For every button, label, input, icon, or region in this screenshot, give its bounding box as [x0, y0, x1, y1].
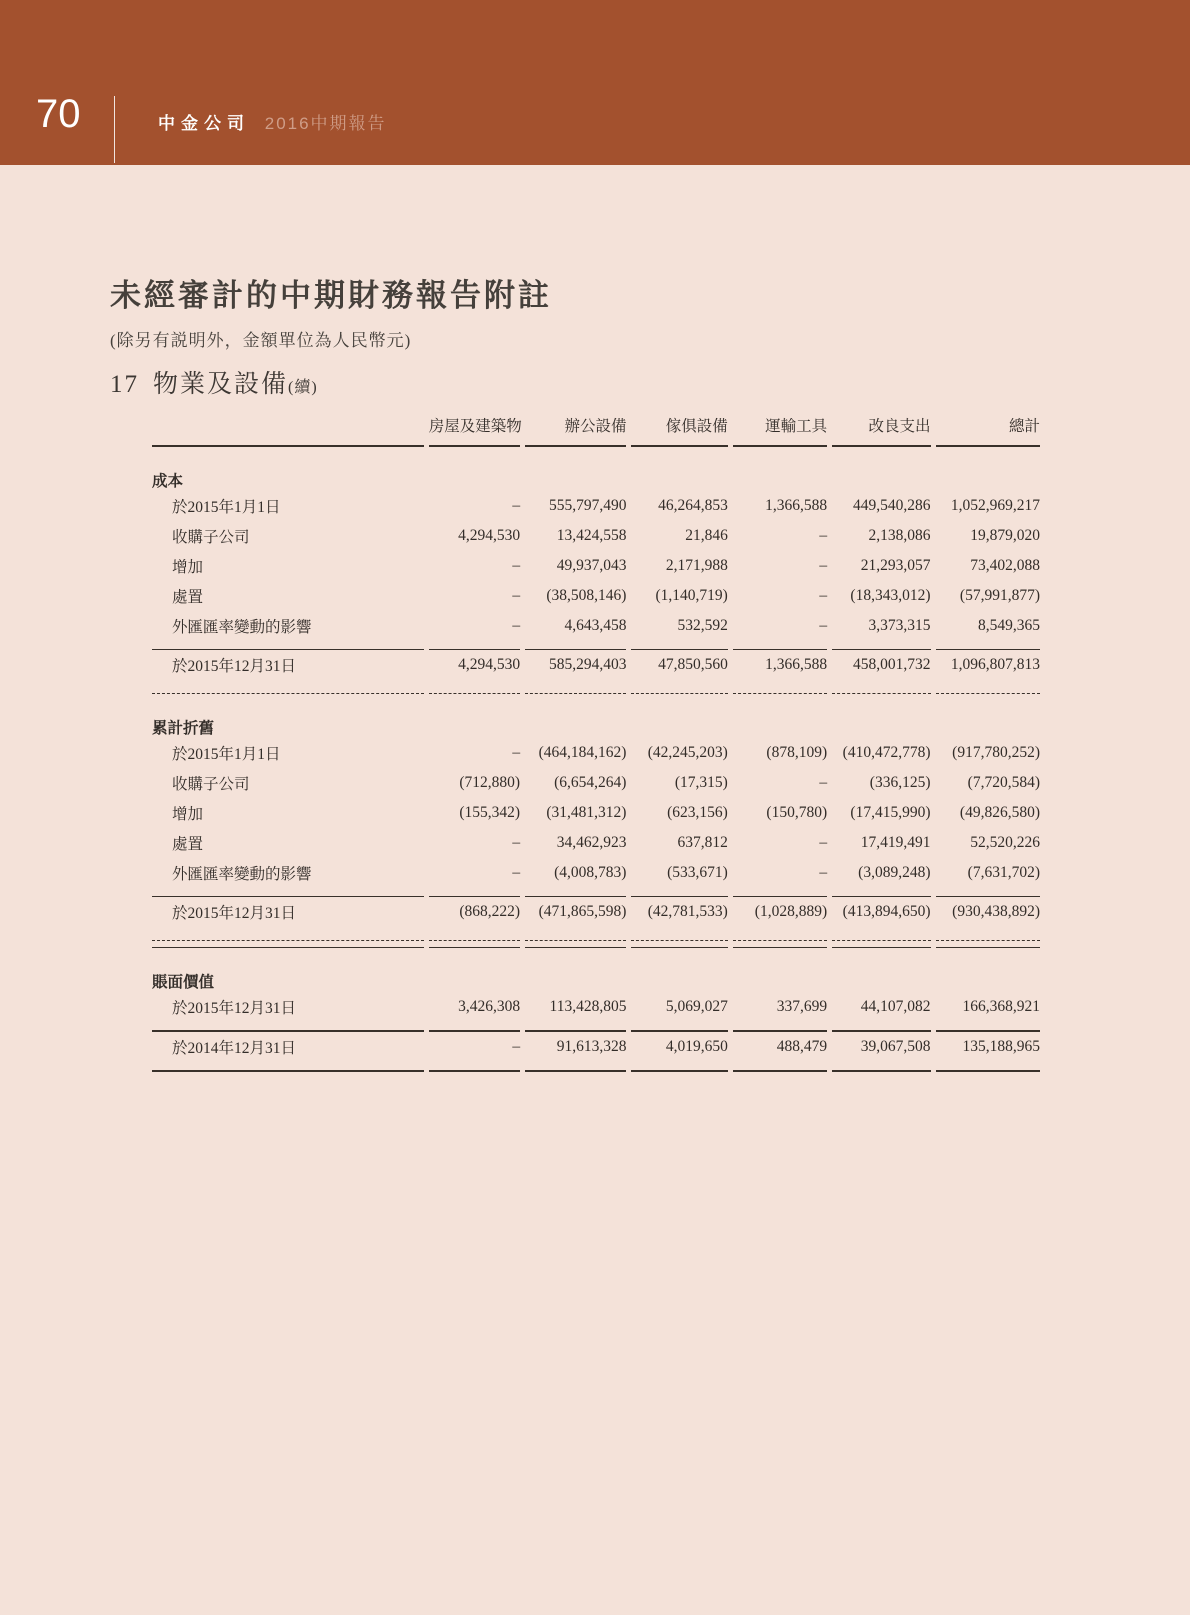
value-cell: 5,069,027: [665, 998, 728, 1015]
table-row: [152, 611, 1040, 641]
value-cell: 19,879,020: [970, 527, 1040, 544]
value-cell: (1,140,719): [655, 587, 728, 604]
value-cell: 1,096,807,813: [950, 656, 1040, 673]
value-cell: 2,171,988: [665, 557, 728, 574]
rule-segment: [832, 888, 930, 897]
rule-segment: [733, 1062, 827, 1072]
value-cell: –: [819, 617, 828, 634]
page-number: 70: [36, 92, 81, 136]
rule-segment: [631, 941, 727, 948]
value-cell: (3,089,248): [858, 864, 931, 881]
rule-segment: [832, 927, 930, 941]
rule-segment: [631, 1022, 727, 1032]
value-cell: 13,424,558: [556, 527, 627, 544]
value-cell: 46,264,853: [658, 497, 728, 514]
value-cell: –: [512, 864, 521, 881]
row-label: 增加: [172, 806, 204, 823]
value-cell: (413,894,650): [842, 903, 931, 920]
rule-segment: [733, 941, 827, 948]
rule-segment: [733, 1022, 827, 1032]
rule-segment: [733, 927, 827, 941]
row-label: 外匯匯率變動的影響: [172, 619, 312, 636]
section-label: 成本: [152, 473, 184, 490]
value-cell: (18,343,012): [850, 587, 931, 604]
row-label: 於2015年1月1日: [172, 746, 281, 763]
rule-segment: [832, 1022, 930, 1032]
rule-segment: [631, 1062, 727, 1072]
value-cell: 449,540,286: [853, 497, 931, 514]
value-cell: 555,797,490: [548, 497, 627, 514]
header-divider: [114, 96, 115, 163]
value-cell: (38,508,146): [546, 587, 627, 604]
rule-segment: [936, 941, 1041, 948]
rule-segment: [936, 1062, 1041, 1072]
value-cell: (6,654,264): [554, 774, 627, 791]
rule-segment: [525, 1062, 626, 1072]
value-cell: –: [512, 744, 521, 761]
value-cell: (49,826,580): [959, 804, 1040, 821]
brand-name: 中金公司: [158, 114, 250, 133]
document-subtitle: (除另有説明外，金額單位為人民幣元): [110, 331, 412, 350]
value-cell: 4,294,530: [458, 656, 521, 673]
value-cell: 488,479: [776, 1038, 828, 1055]
value-cell: –: [512, 834, 521, 851]
table-row: [152, 768, 1040, 798]
rule-segment: [152, 888, 424, 897]
value-cell: (930,438,892): [952, 903, 1040, 920]
table-section-row: [152, 447, 1040, 491]
value-cell: 47,850,560: [658, 656, 728, 673]
value-cell: (336,125): [869, 774, 931, 791]
financial-table: [147, 410, 1045, 1072]
report-title: 2016中期報告: [264, 114, 387, 133]
row-label: 於2015年12月31日: [172, 905, 297, 922]
row-label: 增加: [172, 559, 204, 576]
section-label: 賬面價值: [152, 974, 215, 991]
rule-segment: [733, 888, 827, 897]
value-cell: 34,462,923: [556, 834, 627, 851]
value-cell: –: [819, 557, 828, 574]
table-row: [152, 521, 1040, 551]
value-cell: 337,699: [776, 998, 828, 1015]
column-header: 辦公設備: [525, 410, 626, 447]
value-cell: (533,671): [667, 864, 728, 881]
row-label: 於2014年12月31日: [172, 1040, 297, 1057]
table-row: [152, 650, 1040, 680]
value-cell: (42,245,203): [647, 744, 728, 761]
table-row: [152, 1032, 1040, 1062]
value-cell: (17,315): [674, 774, 728, 791]
rule-segment: [525, 927, 626, 941]
rule-segment: [631, 680, 727, 694]
rule-segment: [525, 641, 626, 650]
rule-segment: [429, 641, 520, 650]
section-suffix: (續): [288, 379, 318, 396]
value-cell: –: [512, 587, 521, 604]
rule-segment: [429, 888, 520, 897]
header-text: [158, 113, 387, 135]
table-row: [152, 581, 1040, 611]
rule-segment: [733, 680, 827, 694]
rule-segment: [152, 680, 424, 694]
rule-segment: [429, 1062, 520, 1072]
column-header: 房屋及建築物: [429, 410, 520, 447]
rule-segment: [152, 1022, 424, 1032]
rule-segment: [631, 641, 727, 650]
row-label: 處置: [172, 836, 204, 853]
value-cell: 52,520,226: [970, 834, 1040, 851]
table-row: [152, 551, 1040, 581]
row-label: 於2015年12月31日: [172, 1000, 297, 1017]
value-cell: –: [512, 497, 521, 514]
rule-segment: [832, 680, 930, 694]
row-label: 收購子公司: [172, 529, 250, 546]
table-section-row: [152, 948, 1040, 992]
table-row: [152, 992, 1040, 1022]
rule-segment: [936, 641, 1041, 650]
value-cell: 44,107,082: [860, 998, 931, 1015]
section-title: 物業及設備: [153, 371, 289, 398]
table-rule: [152, 641, 1040, 650]
value-cell: (7,720,584): [967, 774, 1040, 791]
value-cell: (42,781,533): [647, 903, 728, 920]
value-cell: (17,415,990): [850, 804, 931, 821]
row-label: 於2015年12月31日: [172, 658, 297, 675]
value-cell: 21,846: [685, 527, 728, 544]
rule-segment: [152, 1062, 424, 1072]
value-cell: 17,419,491: [860, 834, 931, 851]
table-section-row: [152, 694, 1040, 738]
rule-segment: [429, 927, 520, 941]
value-cell: 458,001,732: [853, 656, 931, 673]
column-header: 運輸工具: [733, 410, 827, 447]
value-cell: 135,188,965: [962, 1038, 1040, 1055]
value-cell: (31,481,312): [546, 804, 627, 821]
rule-segment: [525, 680, 626, 694]
value-cell: 585,294,403: [548, 656, 627, 673]
value-cell: 21,293,057: [860, 557, 931, 574]
table-row: [152, 491, 1040, 521]
rule-segment: [152, 941, 424, 948]
value-cell: –: [819, 774, 828, 791]
value-cell: 1,052,969,217: [950, 497, 1040, 514]
row-label: 外匯匯率變動的影響: [172, 866, 312, 883]
column-header-rowlabel: [152, 410, 424, 447]
value-cell: 2,138,086: [868, 527, 931, 544]
rule-segment: [429, 941, 520, 948]
table-rule: [152, 1062, 1040, 1072]
rule-segment: [733, 641, 827, 650]
value-cell: –: [819, 587, 828, 604]
table-row: [152, 738, 1040, 768]
value-cell: (57,991,877): [959, 587, 1040, 604]
rule-segment: [936, 1022, 1041, 1032]
row-label: 收購子公司: [172, 776, 250, 793]
section-label: 累計折舊: [152, 720, 215, 737]
value-cell: (917,780,252): [952, 744, 1040, 761]
value-cell: 49,937,043: [556, 557, 627, 574]
value-cell: (7,631,702): [967, 864, 1040, 881]
value-cell: (868,222): [459, 903, 521, 920]
row-label: 於2015年1月1日: [172, 499, 281, 516]
value-cell: 4,643,458: [564, 617, 627, 634]
rule-segment: [832, 641, 930, 650]
table-header-row: [152, 410, 1040, 447]
value-cell: 637,812: [677, 834, 728, 851]
rule-segment: [832, 1062, 930, 1072]
column-header: 總計: [936, 410, 1041, 447]
value-cell: 113,428,805: [549, 998, 627, 1015]
section-number: 17: [110, 371, 139, 398]
rule-segment: [525, 888, 626, 897]
section-heading: [110, 364, 318, 400]
table-rule: [152, 941, 1040, 948]
table-row: [152, 858, 1040, 888]
value-cell: 532,592: [677, 617, 728, 634]
value-cell: 4,294,530: [458, 527, 521, 544]
value-cell: –: [512, 1038, 521, 1055]
value-cell: –: [819, 834, 828, 851]
value-cell: 3,426,308: [458, 998, 521, 1015]
value-cell: –: [512, 617, 521, 634]
value-cell: –: [819, 527, 828, 544]
table-row: [152, 798, 1040, 828]
value-cell: 73,402,088: [970, 557, 1040, 574]
value-cell: (623,156): [667, 804, 728, 821]
rule-segment: [429, 1022, 520, 1032]
column-header: 傢俱設備: [631, 410, 727, 447]
value-cell: 166,368,921: [962, 998, 1040, 1015]
rule-segment: [429, 680, 520, 694]
rule-segment: [152, 927, 424, 941]
rule-segment: [832, 941, 930, 948]
rule-segment: [631, 927, 727, 941]
header-band: [0, 0, 1190, 165]
table-rule: [152, 1022, 1040, 1032]
value-cell: –: [819, 864, 828, 881]
value-cell: (712,880): [459, 774, 521, 791]
table-row: [152, 897, 1040, 927]
table-rule: [152, 927, 1040, 941]
rule-segment: [936, 888, 1041, 897]
property-equipment-table: [147, 410, 1045, 1072]
value-cell: 91,613,328: [556, 1038, 627, 1055]
value-cell: 1,366,588: [765, 656, 828, 673]
value-cell: (878,109): [766, 744, 828, 761]
rule-segment: [631, 888, 727, 897]
table-rule: [152, 888, 1040, 897]
row-label: 處置: [172, 589, 204, 606]
table-row: [152, 828, 1040, 858]
rule-segment: [525, 1022, 626, 1032]
value-cell: (150,780): [766, 804, 828, 821]
value-cell: (464,184,162): [538, 744, 627, 761]
document-title: 未經審計的中期財務報告附註: [110, 278, 552, 313]
value-cell: (4,008,783): [554, 864, 627, 881]
rule-segment: [936, 680, 1041, 694]
value-cell: (1,028,889): [754, 903, 828, 920]
rule-segment: [936, 927, 1041, 941]
table-rule: [152, 680, 1040, 694]
value-cell: 39,067,508: [860, 1038, 931, 1055]
rule-segment: [152, 641, 424, 650]
value-cell: (410,472,778): [842, 744, 931, 761]
value-cell: –: [512, 557, 521, 574]
rule-segment: [525, 941, 626, 948]
column-header: 改良支出: [832, 410, 930, 447]
value-cell: 8,549,365: [978, 617, 1040, 634]
value-cell: 4,019,650: [665, 1038, 728, 1055]
value-cell: 1,366,588: [765, 497, 828, 514]
value-cell: (471,865,598): [538, 903, 627, 920]
value-cell: (155,342): [459, 804, 521, 821]
value-cell: 3,373,315: [868, 617, 931, 634]
